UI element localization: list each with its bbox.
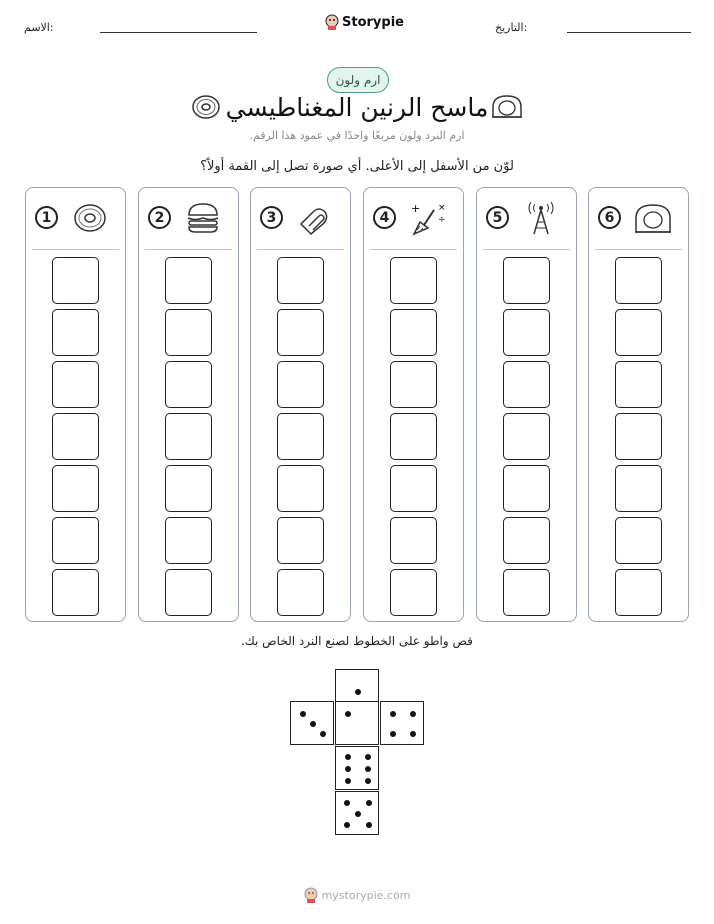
color-box[interactable] bbox=[52, 413, 99, 460]
column-6 bbox=[588, 187, 689, 622]
color-box[interactable] bbox=[52, 361, 99, 408]
color-box[interactable] bbox=[503, 257, 550, 304]
color-box[interactable] bbox=[52, 309, 99, 356]
color-box[interactable] bbox=[390, 465, 437, 512]
color-box[interactable] bbox=[615, 569, 662, 616]
color-box[interactable] bbox=[615, 257, 662, 304]
name-line[interactable] bbox=[100, 32, 257, 33]
color-box[interactable] bbox=[390, 309, 437, 356]
dice-face-center bbox=[335, 701, 379, 745]
brand-logo bbox=[325, 14, 404, 30]
column-3 bbox=[250, 187, 351, 622]
color-box[interactable] bbox=[277, 465, 324, 512]
column-1 bbox=[25, 187, 126, 622]
color-box[interactable] bbox=[165, 361, 212, 408]
column-number: 3 bbox=[260, 206, 283, 229]
color-box[interactable] bbox=[503, 309, 550, 356]
subtitle: ارم النرد ولون مربعًا واحدًا في عمود هذا الرقم. bbox=[249, 129, 465, 142]
color-box[interactable] bbox=[165, 465, 212, 512]
column-4 bbox=[363, 187, 464, 622]
color-box[interactable] bbox=[503, 413, 550, 460]
dice-net bbox=[290, 669, 424, 835]
color-box[interactable] bbox=[615, 361, 662, 408]
mri-scanner-icon bbox=[490, 93, 524, 121]
color-box[interactable] bbox=[277, 517, 324, 564]
name-label: الاسم: bbox=[24, 21, 54, 34]
color-box[interactable] bbox=[503, 465, 550, 512]
instruction-text: لوّن من الأسفل إلى الأعلى. أي صورة تصل إلى القمة أولاً؟ bbox=[200, 159, 514, 174]
column-number: 2 bbox=[148, 206, 171, 229]
activity-badge: ارم ولون bbox=[327, 67, 389, 93]
color-box[interactable] bbox=[390, 517, 437, 564]
color-box[interactable] bbox=[615, 517, 662, 564]
color-box[interactable] bbox=[165, 413, 212, 460]
radio-tower-icon bbox=[521, 200, 561, 236]
footer bbox=[0, 887, 714, 906]
brand-name: Storypie bbox=[342, 14, 404, 30]
color-box[interactable] bbox=[277, 413, 324, 460]
color-box[interactable] bbox=[615, 309, 662, 356]
color-box[interactable] bbox=[165, 257, 212, 304]
date-label: التاريخ: bbox=[495, 21, 528, 34]
color-box[interactable] bbox=[277, 309, 324, 356]
donut-icon bbox=[70, 200, 110, 236]
burger-icon bbox=[183, 200, 223, 236]
cleaning-brush-icon bbox=[408, 200, 448, 236]
color-box[interactable] bbox=[503, 517, 550, 564]
dice-face-5 bbox=[335, 791, 379, 835]
color-box[interactable] bbox=[52, 257, 99, 304]
color-box[interactable] bbox=[52, 569, 99, 616]
color-box[interactable] bbox=[503, 361, 550, 408]
column-5 bbox=[476, 187, 577, 622]
column-number: 6 bbox=[598, 206, 621, 229]
color-box[interactable] bbox=[52, 517, 99, 564]
color-box[interactable] bbox=[165, 569, 212, 616]
color-box[interactable] bbox=[277, 257, 324, 304]
color-box[interactable] bbox=[390, 361, 437, 408]
color-box[interactable] bbox=[165, 309, 212, 356]
color-box[interactable] bbox=[277, 361, 324, 408]
column-2 bbox=[138, 187, 239, 622]
mri-scanner-icon bbox=[633, 200, 673, 236]
color-box[interactable] bbox=[277, 569, 324, 616]
mascot-icon bbox=[325, 14, 339, 30]
color-box[interactable] bbox=[390, 257, 437, 304]
svg-text:÷: ÷ bbox=[438, 215, 446, 225]
color-box[interactable] bbox=[390, 569, 437, 616]
column-number: 1 bbox=[35, 206, 58, 229]
svg-text:+: + bbox=[411, 202, 421, 215]
svg-text:×: × bbox=[438, 203, 446, 213]
color-box[interactable] bbox=[503, 569, 550, 616]
cut-instruction: قص واطو على الخطوط لصنع النرد الخاص بك. bbox=[241, 634, 473, 648]
dice-face-3 bbox=[290, 701, 334, 745]
color-box[interactable] bbox=[390, 413, 437, 460]
page-title: ماسح الرنين المغناطيسي bbox=[225, 93, 489, 122]
dice-face-6 bbox=[335, 746, 379, 790]
color-box[interactable] bbox=[165, 517, 212, 564]
color-box[interactable] bbox=[52, 465, 99, 512]
mascot-icon bbox=[304, 887, 318, 903]
color-box[interactable] bbox=[615, 465, 662, 512]
color-box[interactable] bbox=[615, 413, 662, 460]
dice-face-4 bbox=[380, 701, 424, 745]
footer-url[interactable]: mystorypie.com bbox=[321, 888, 411, 902]
column-number: 4 bbox=[373, 206, 396, 229]
column-number: 5 bbox=[486, 206, 509, 229]
date-line[interactable] bbox=[567, 32, 691, 33]
magnet-icon bbox=[295, 200, 335, 236]
